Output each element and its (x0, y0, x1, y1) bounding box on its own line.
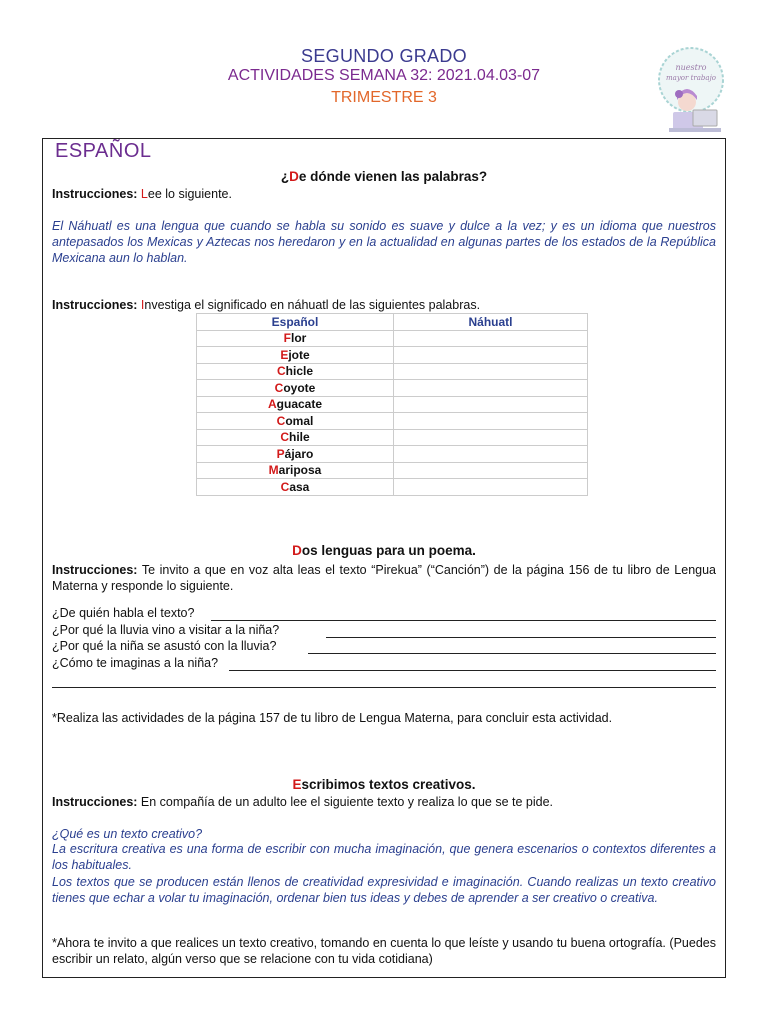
activity-1-instructions-2: Instrucciones: Investiga el significado en náhuatl de las siguientes palabras. (52, 298, 481, 312)
word-cell: Aguacate (197, 396, 394, 413)
table-row (197, 380, 588, 397)
svg-text:mayor trabajo: mayor trabajo (666, 74, 716, 82)
activity-3-title: Escribimos textos creativos. (292, 777, 476, 792)
table-row (197, 413, 588, 430)
activity-2-instructions: Instrucciones: Te invito a que en voz alta leas el texto “Pirekua” (“Canción”) de la página 156 de tu libro de Lengua Materna y responde lo siguiente. (52, 563, 716, 593)
nahuatl-answer-cell[interactable] (394, 446, 588, 463)
table-row (197, 429, 588, 446)
column-header-nahuatl: Náhuatl (394, 314, 588, 331)
word-cell: Pájaro (197, 446, 394, 463)
table-row (197, 363, 588, 380)
activity-1-title: ¿De dónde vienen las palabras? (280, 169, 488, 184)
section-title: ESPAÑOL (55, 140, 152, 162)
nahuatl-paragraph: El Náhuatl es una lengua que cuando se habla su sonido es suave y dulce a la vez; y es un idioma que nuestros antepasados los Mexicas y Aztecas nos heredaron y en la actualidad en algunas partes de los estados de la República Mexicana aun lo hablan. (52, 219, 716, 265)
table-row (197, 396, 588, 413)
word-cell: Chicle (197, 363, 394, 380)
activity-2-note: *Realiza las actividades de la página 157 de tu libro de Lengua Materna, para concluir esta actividad. (52, 711, 613, 725)
logo (651, 44, 729, 140)
question-text: ¿Por qué la lluvia vino a visitar a la niña? (52, 622, 280, 637)
question-text: ¿Por qué la niña se asustó con la lluvia? (52, 639, 277, 653)
page-heading-week: ACTIVIDADES SEMANA 32: 2021.04.03-07 (227, 67, 541, 84)
creative-text-definition: La escritura creativa es una forma de escribir con mucha imaginación, que genera escenarios o contextos diferentes a los habituales. (52, 842, 716, 872)
nahuatl-answer-cell[interactable] (394, 479, 588, 496)
word-cell: Comal (197, 413, 394, 430)
word-cell: Ejote (197, 347, 394, 364)
teacher-laptop-icon (651, 44, 729, 140)
word-cell: Coyote (197, 380, 394, 397)
nahuatl-answer-cell[interactable] (394, 413, 588, 430)
creative-text-question: ¿Qué es un texto creativo? (52, 827, 203, 841)
activity-3-instructions: Instrucciones: En compañía de un adulto lee el siguiente texto y realiza lo que se te pide. (52, 795, 554, 809)
answer-line[interactable] (211, 620, 717, 621)
svg-text:nuestro: nuestro (675, 63, 707, 72)
answer-line[interactable] (326, 637, 716, 638)
table-row (197, 347, 588, 364)
nahuatl-answer-cell[interactable] (394, 462, 588, 479)
activity-3-closing: *Ahora te invito a que realices un texto creativo, tomando en cuenta lo que leíste y usando tu buena ortografía. (Puedes escribir un relato, algún verso que se relacione con tu vida cotidiana) (52, 936, 716, 966)
creative-text-description: Los textos que se producen están llenos de creatividad expresividad e imaginación. Cuando realizas un texto creativo tienes que echar a volar tu imaginación, ordenar bien tus ideas y debes de aprender a ser creativo o creativa. (52, 875, 716, 905)
page-heading-term: TRIMESTRE 3 (331, 89, 437, 106)
nahuatl-answer-cell[interactable] (394, 363, 588, 380)
answer-line[interactable] (229, 670, 716, 671)
page-heading-grade: SEGUNDO GRADO (301, 46, 467, 66)
nahuatl-answer-cell[interactable] (394, 330, 588, 347)
vocabulary-table (196, 313, 588, 496)
word-cell: Casa (197, 479, 394, 496)
table-row (197, 462, 588, 479)
nahuatl-answer-cell[interactable] (394, 380, 588, 397)
nahuatl-answer-cell[interactable] (394, 429, 588, 446)
nahuatl-answer-cell[interactable] (394, 347, 588, 364)
table-row (197, 479, 588, 496)
table-row (197, 330, 588, 347)
word-cell: Flor (197, 330, 394, 347)
word-cell: Chile (197, 429, 394, 446)
answer-line (52, 687, 716, 688)
word-cell: Mariposa (197, 462, 394, 479)
question-text: ¿Cómo te imaginas a la niña? (52, 655, 219, 670)
answer-line[interactable] (308, 653, 716, 654)
activity-1-instructions: Instrucciones: Lee lo siguiente. (52, 187, 232, 201)
activity-2-title: Dos lenguas para un poema. (292, 543, 476, 558)
nahuatl-answer-cell[interactable] (394, 396, 588, 413)
table-row (197, 446, 588, 463)
question-text: ¿De quién habla el texto? (52, 606, 195, 620)
column-header-espanol: Español (197, 314, 394, 331)
